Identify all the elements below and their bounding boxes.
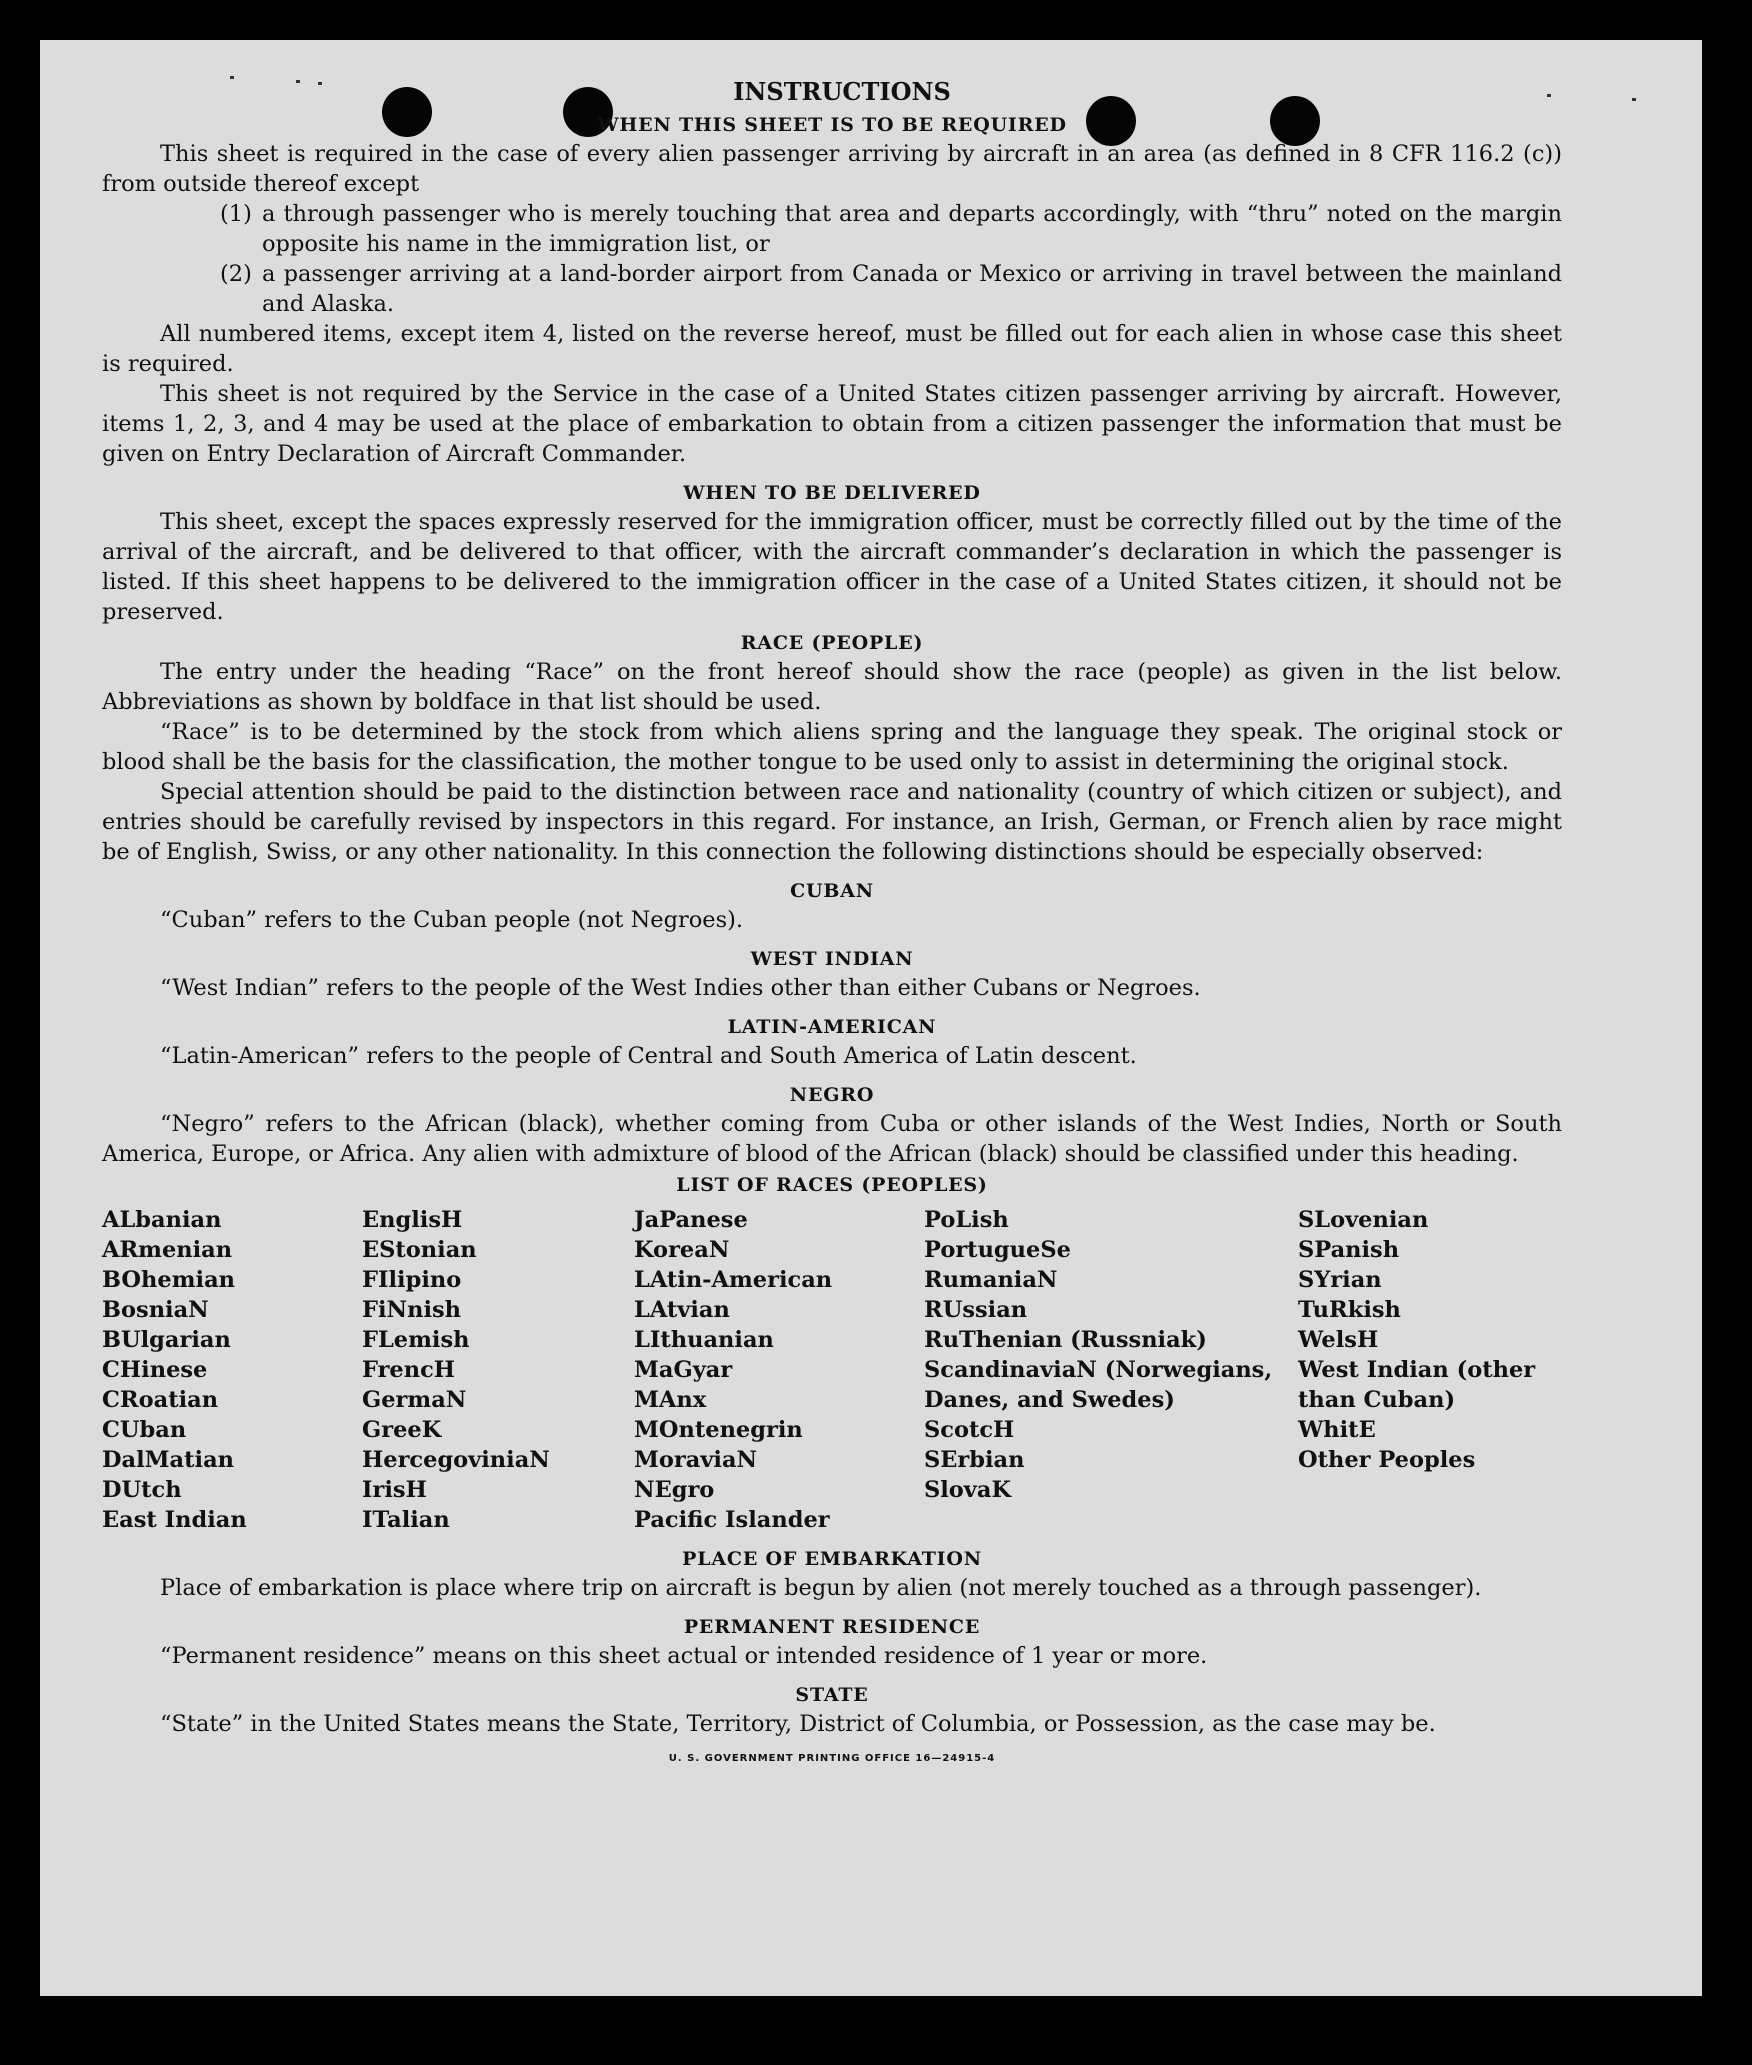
item-text: a through passenger who is merely touching that area and departs accordingly, with “thru” noted on the margin opposite his name in the immigration list, or — [262, 201, 1562, 257]
race-item: SErbian — [924, 1447, 1025, 1473]
paragraph: Special attention should be paid to the distinction between race and nationality (country of which citizen or subject), and entries should be carefully revised by inspectors in this regard. For instance, an Irish, German, or French alien by race might be of English, Swiss, or any other nationality. In this connection the following distinctions should be especially observed: — [102, 779, 1562, 865]
heading-when-required: WHEN THIS SHEET IS TO BE REQUIRED — [597, 114, 1067, 136]
heading-state: STATE — [795, 1684, 869, 1706]
race-item: SLovenian — [1298, 1207, 1429, 1233]
paragraph: “Negro” refers to the African (black), whether coming from Cuba or other islands of the West Indies, North or South America, Europe, or Africa. Any alien with admixture of blood of the African (black) should be classified under this heading. — [102, 1111, 1562, 1167]
race-item: IrisH — [362, 1477, 427, 1503]
race-item: DUtch — [102, 1477, 182, 1503]
race-column — [362, 1205, 634, 1535]
race-item: MaGyar — [634, 1357, 733, 1383]
race-item: BOhemian — [102, 1267, 236, 1293]
race-item: ITalian — [362, 1507, 450, 1533]
race-item: ARmenian — [102, 1237, 233, 1263]
race-item: FiNnish — [362, 1297, 462, 1323]
heading-west-indian: WEST INDIAN — [750, 948, 914, 970]
paragraph: The entry under the heading “Race” on the front hereof should show the race (people) as given in the list below. Abbreviations as shown by boldface in that list should be used. — [102, 659, 1562, 715]
race-item: Other Peoples — [1298, 1447, 1476, 1473]
paragraph: This sheet, except the spaces expressly reserved for the immigration officer, must be correctly filled out by the time of the arrival of the aircraft, and be delivered to that officer, with the aircraft commander’s declaration in which the passenger is listed. If this sheet happens to be delivered to the immigration officer in the case of a United States citizen, it should not be preserved. — [102, 509, 1562, 625]
item-number: (2) — [220, 261, 252, 287]
race-item: East Indian — [102, 1507, 247, 1533]
speck — [1632, 98, 1636, 101]
race-item: SPanish — [1298, 1237, 1400, 1263]
race-item: ScotcH — [924, 1417, 1015, 1443]
paragraph: This sheet is required in the case of every alien passenger arriving by aircraft in an area (as defined in 8 CFR 116.2 (c)) from outside thereof except — [102, 141, 1562, 197]
race-item: EnglisH — [362, 1207, 463, 1233]
item-text: a passenger arriving at a land-border airport from Canada or Mexico or arriving in travel between the mainland and Alaska. — [262, 261, 1562, 317]
heading-residence: PERMANENT RESIDENCE — [683, 1616, 981, 1638]
paragraph: “Latin-American” refers to the people of Central and South America of Latin descent. — [160, 1043, 1137, 1069]
race-item: CUban — [102, 1417, 187, 1443]
race-item: PoLish — [924, 1207, 1009, 1233]
race-item: MoraviaN — [634, 1447, 758, 1473]
race-item: JaPanese — [634, 1207, 748, 1233]
race-item: SYrian — [1298, 1267, 1382, 1293]
race-item: RUssian — [924, 1297, 1028, 1323]
race-item: FLemish — [362, 1327, 470, 1353]
race-column — [1298, 1205, 1562, 1535]
race-item: LIthuanian — [634, 1327, 774, 1353]
race-item: LAtvian — [634, 1297, 730, 1323]
race-item: DalMatian — [102, 1447, 235, 1473]
race-item: FrencH — [362, 1357, 456, 1383]
heading-negro: NEGRO — [789, 1084, 875, 1106]
heading-when-delivered: WHEN TO BE DELIVERED — [683, 482, 981, 504]
race-item: WhitE — [1298, 1417, 1376, 1443]
race-item: ALbanian — [102, 1207, 222, 1233]
numbered-item — [220, 199, 1562, 259]
page-title: INSTRUCTIONS — [733, 77, 951, 106]
race-column — [634, 1205, 924, 1535]
paragraph: “Permanent residence” means on this sheet actual or intended residence of 1 year or more. — [160, 1643, 1208, 1669]
paragraph: Place of embarkation is place where trip on aircraft is begun by alien (not merely touched as a through passenger). — [160, 1575, 1482, 1601]
race-item: TuRkish — [1298, 1297, 1401, 1323]
race-item: ScandinaviaN (Norwegians, Danes, and Swedes) — [924, 1357, 1273, 1413]
printer-footer: U. S. GOVERNMENT PRINTING OFFICE 16—24915-4 — [668, 1753, 996, 1764]
paragraph: “Cuban” refers to the Cuban people (not Negroes). — [160, 907, 744, 933]
numbered-item — [220, 259, 1562, 319]
paragraph: “State” in the United States means the State, Territory, District of Columbia, or Possession, as the case may be. — [160, 1711, 1436, 1737]
paragraph: “West Indian” refers to the people of the West Indies other than either Cubans or Negroes. — [160, 975, 1201, 1001]
race-item: KoreaN — [634, 1237, 730, 1263]
race-item: BosniaN — [102, 1297, 209, 1323]
race-item: West Indian (other than Cuban) — [1298, 1357, 1536, 1413]
race-item: CHinese — [102, 1357, 208, 1383]
race-item: MAnx — [634, 1387, 707, 1413]
race-item: EStonian — [362, 1237, 477, 1263]
race-item: PortugueSe — [924, 1237, 1071, 1263]
race-list — [102, 1205, 1562, 1535]
race-column — [102, 1205, 362, 1535]
race-item: GermaN — [362, 1387, 467, 1413]
race-item: MOntenegrin — [634, 1417, 803, 1443]
heading-latin-american: LATIN-AMERICAN — [727, 1016, 937, 1038]
race-item: Pacific Islander — [634, 1507, 830, 1533]
paragraph: “Race” is to be determined by the stock from which aliens spring and the language they speak. The original stock or blood shall be the basis for the classification, the mother tongue to be used only to assist in determining the original stock. — [102, 719, 1562, 775]
race-item: SlovaK — [924, 1477, 1012, 1503]
race-item: WelsH — [1298, 1327, 1379, 1353]
race-item: BUlgarian — [102, 1327, 231, 1353]
race-item: FIlipino — [362, 1267, 462, 1293]
race-item: RumaniaN — [924, 1267, 1058, 1293]
race-column — [924, 1205, 1298, 1535]
heading-cuban: CUBAN — [790, 880, 874, 902]
heading-embarkation: PLACE OF EMBARKATION — [682, 1548, 982, 1570]
race-item: CRoatian — [102, 1387, 219, 1413]
instructions-content — [102, 75, 1562, 1764]
race-item: GreeK — [362, 1417, 442, 1443]
race-item: RuThenian (Russniak) — [924, 1327, 1207, 1353]
heading-race: RACE (PEOPLE) — [740, 632, 924, 654]
paragraph: This sheet is not required by the Service in the case of a United States citizen passenger arriving by aircraft. However, items 1, 2, 3, and 4 may be used at the place of embarkation to obtain from a citizen passenger the information that must be given on Entry Declaration of Aircraft Commander. — [102, 381, 1562, 467]
race-item: NEgro — [634, 1477, 715, 1503]
heading-list-of-races: LIST OF RACES (PEOPLES) — [676, 1174, 988, 1196]
race-item: HercegoviniaN — [362, 1447, 550, 1473]
race-item: LAtin-American — [634, 1267, 833, 1293]
item-number: (1) — [220, 201, 252, 227]
paragraph: All numbered items, except item 4, listed on the reverse hereof, must be filled out for each alien in whose case this sheet is required. — [102, 321, 1562, 377]
